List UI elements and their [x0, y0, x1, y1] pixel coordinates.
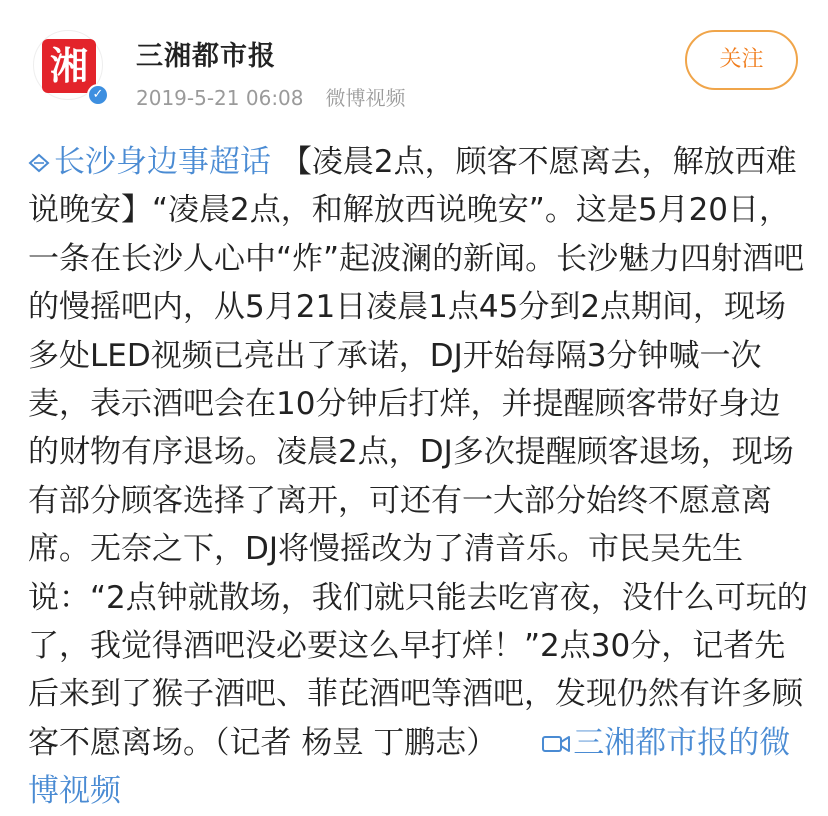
diamond-topic-icon: [28, 152, 50, 174]
post-source: 微博视频: [325, 86, 406, 110]
avatar[interactable]: [33, 30, 103, 100]
post-meta: [136, 82, 406, 111]
post-text: 【凌晨2点，顾客不愿离去，解放西难说晚安】“凌晨2点，和解放西说晚安”。这是5月20日，一条在长沙人心中“炸”起波澜的新闻。长沙魅力四射酒吧的慢摇吧内，从5月21日凌晨1点45分到2点期间，现场多处LED视频已亮出了承诺，DJ开始每隔3分钟喊一次麦，表示酒吧会在10分钟后打烊，并提醒顾客带好身边的财物有序退场。凌晨2点，DJ多次提醒顾客退场，现场有部分顾客选择了离开，可还有一大部分始终不愿意离席。无奈之下，DJ将慢摇改为了清音乐。市民吴先生说：“2点钟就散场，我们就只能去吃宵夜，没什么可玩的了，我觉得酒吧没必要这么早打烊！”2点30分，记者先后来到了猴子酒吧、菲芘酒吧等酒吧，发现仍然有许多顾客不愿离场。（记者 杨昱 丁鹏志）: [28, 144, 808, 761]
post-timestamp: 2019-5-21 06:08: [136, 86, 304, 110]
topic-link[interactable]: [28, 144, 271, 180]
avatar-logo: 湘: [42, 39, 96, 93]
post-header: [0, 0, 828, 130]
video-camera-icon: [541, 732, 571, 756]
follow-button[interactable]: 关注: [685, 30, 798, 90]
account-name[interactable]: 三湘都市报: [136, 41, 276, 72]
topic-label: 长沙身边事超话: [54, 144, 271, 180]
verified-badge-icon: ✓: [87, 84, 109, 106]
post-body: [28, 138, 808, 816]
video-link-label: 三湘都市报的微博视频: [28, 724, 791, 810]
